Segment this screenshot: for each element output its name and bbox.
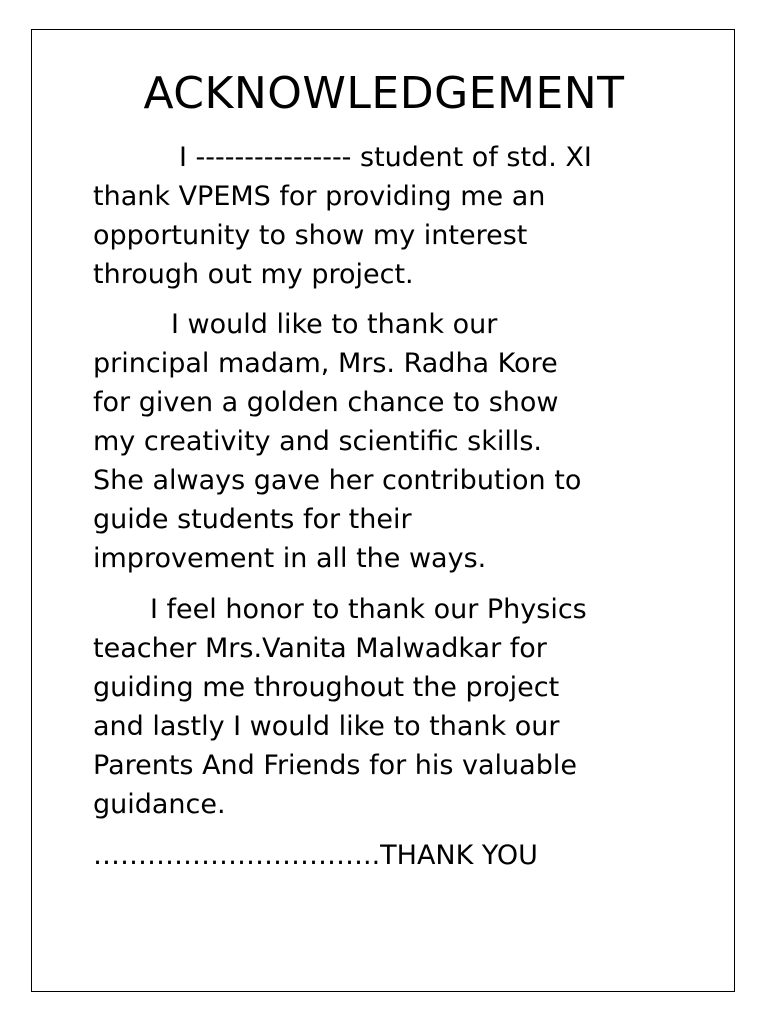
paragraph-principal — [93, 305, 581, 578]
paragraph-line: my creativity and scientific skills. — [93, 426, 542, 457]
paragraph-line: and lastly I would like to thank our — [93, 711, 560, 742]
paragraph-line: improvement in all the ways. — [93, 543, 487, 574]
paragraph-line: I ---------------- student of std. XI — [179, 142, 592, 173]
paragraph-teacher — [93, 590, 587, 824]
page-title: ACKNOWLEDGEMENT — [143, 68, 625, 119]
paragraph-line: guiding me throughout the project — [93, 672, 560, 703]
paragraph-intro — [93, 138, 592, 294]
closing-line — [93, 836, 538, 875]
paragraph-line: I feel honor to thank our Physics — [150, 594, 587, 625]
paragraph-line: guidance. — [93, 789, 226, 820]
paragraph-line: principal madam, Mrs. Radha Kore — [93, 348, 558, 379]
paragraph-line: guide students for their — [93, 504, 412, 535]
paragraph-line: opportunity to show my interest — [93, 220, 528, 251]
paragraph-line: for given a golden chance to show — [93, 387, 559, 418]
closing-text: …………………………..THANK YOU — [93, 840, 538, 871]
paragraph-line: teacher Mrs.Vanita Malwadkar for — [93, 633, 547, 664]
paragraph-line: I would like to thank our — [171, 309, 498, 340]
paragraph-line: thank VPEMS for providing me an — [93, 181, 546, 212]
paragraph-line: Parents And Friends for his valuable — [93, 750, 577, 781]
paragraph-line: She always gave her contribution to — [93, 465, 582, 496]
paragraph-line: through out my project. — [93, 259, 414, 290]
